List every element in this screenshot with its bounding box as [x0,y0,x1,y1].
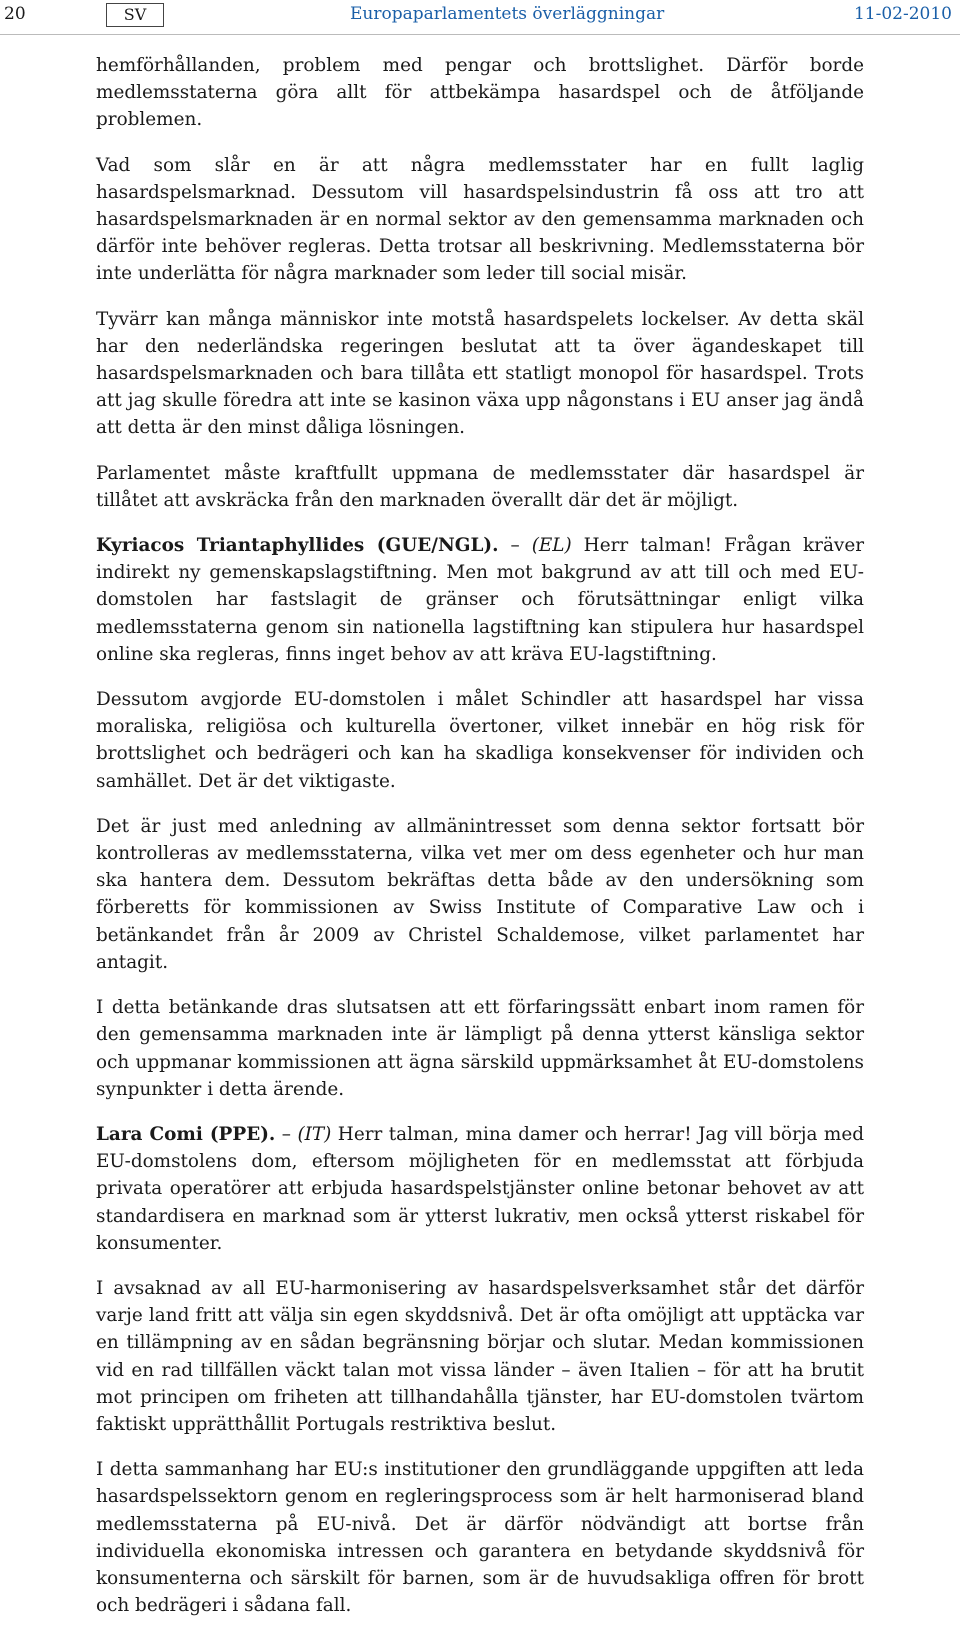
document-date: 11-02-2010 [853,4,952,24]
document-body [96,52,864,1637]
paragraph: Parlamentet måste kraftfullt uppmana de medlemsstater där hasardspel är tillåtet att avskräcka från den marknaden överallt där det är möjligt. [96,462,864,511]
speaker-paragraph: Lara Comi (PPE). – (IT) Herr talman, mina damer och herrar! Jag vill börja med EU-domstolens dom, eftersom möjligheten för en medlemsstat att förbjuda privata operatörer att erbjuda hasardspelstjänster online betonar behovet av att standardisera en marknad som är ytterst lukrativ, men också ytterst riskabel för konsumenter. [96,1123,864,1254]
paragraph: I detta sammanhang har EU:s institutioner den grundläggande uppgiften att leda hasardspelssektorn genom en regleringsprocess som är helt harmoniserad bland medlemsstaterna på EU-nivå. Det är därför nödvändigt att bortse från individuella ekonomiska intressen och garantera en betydande skyddsnivå för konsumenterna och särskilt för barnen, som är de huvudsakliga offren för brott och bedrägeri i sådana fall. [96,1459,864,1617]
speaker-language: (EL) [531,535,572,557]
document-title: Europaparlamentets överläggningar [350,4,665,24]
header-divider [0,34,960,35]
paragraph: Dessutom avgjorde EU-domstolen i målet Schindler att hasardspel har vissa moraliska, religiösa och kulturella övertoner, vilket innebär en hög risk för brottslighet och bedrägeri och kan ha skadliga konsekvenser för individen och samhället. Det är det viktigaste. [96,689,864,792]
speaker-name: Lara Comi (PPE). [96,1123,276,1145]
speaker-language: (IT) [297,1123,332,1145]
speaker-paragraph: Kyriacos Triantaphyllides (GUE/NGL). – (EL) Herr talman! Frågan kräver indirekt ny gemenskapslagstiftning. Men mot bakgrund av att till och med EU-domstolen har fastslagit de gränser och förutsättningar enligt vilka medlemsstaterna genom sin nationella lagstiftning kan stipulera hur hasardspel online ska regleras, finns inget behov av att kräva EU-lagstiftning. [96,535,864,665]
paragraph: Det är just med anledning av allmänintresset som denna sektor fortsatt bör kontrolleras av medlemsstaterna, vilka vet mer om dess egenheter och hur man ska hantera dem. Dessutom bekräftas detta både av den undersökning som förberetts för kommissionen av Swiss Institute of Comparative Law och i betänkandet från år 2009 av Christel Schaldemose, vilket parlamentet har antagit. [96,815,864,973]
page-header [0,0,960,32]
paragraph: Vad som slår en är att några medlemsstater har en fullt laglig hasardspelsmarknad. Dessutom vill hasardspelsindustrin få oss att tro att hasardspelsmarknaden är en normal sektor av den gemensamma marknaden och därför inte behöver regleras. Detta trotsar all beskrivning. Medlemsstaterna bör inte underlätta för några marknader som leder till social misär. [96,154,864,285]
paragraph: I detta betänkande dras slutsatsen att ett förfaringssätt enbart inom ramen för den gemensamma marknaden inte är lämpligt på denna ytterst känsliga sektor och uppmanar kommissionen att ägna särskild uppmärksamhet åt EU-domstolens synpunkter i detta ärende. [96,997,864,1100]
language-code-box: SV [106,3,164,27]
paragraph: Tyvärr kan många människor inte motstå hasardspelets lockelser. Av detta skäl har den nederländska regeringen beslutat att ta över ägandeskapet till hasardspelsmarknaden och bara tillåta ett statligt monopol för hasardspel. Trots att jag skulle föredra att inte se kasinon växa upp någonstans i EU anser jag ändå att detta är den minst dåliga lösningen. [96,308,864,439]
paragraph: I avsaknad av all EU-harmonisering av hasardspelsverksamhet står det därför varje land fritt att välja sin egen skyddsnivå. Det är ofta omöjligt att upptäcka var en tillämpning av en sådan begränsning börjar och slutar. Medan kommissionen vid en rad tillfällen väckt talan mot vissa länder – även Italien – för att ha brutit mot principen om friheten att tillhandahålla tjänster, har EU-domstolen tvärtom faktiskt upprätthållit Portugals restriktiva beslut. [96,1277,864,1435]
paragraph: hemförhållanden, problem med pengar och brottslighet. Därför borde medlemsstaterna göra allt för attbekämpa hasardspel och de åtföljande problemen. [96,55,864,131]
page-number: 20 [4,4,26,24]
speaker-name: Kyriacos Triantaphyllides (GUE/NGL). [96,535,499,557]
